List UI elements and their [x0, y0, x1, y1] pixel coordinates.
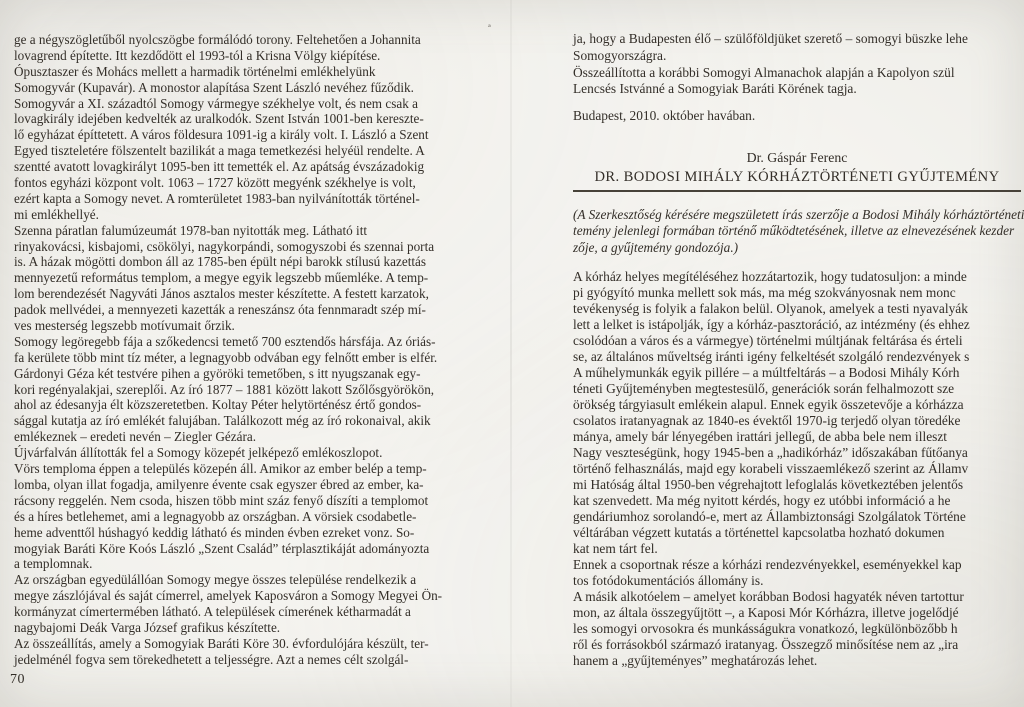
page-gutter-crease: [510, 0, 512, 707]
text-line: A műhelymunkák egyik pillére – a múltfeltárás – a Bodosi Mihály Kórh: [573, 365, 960, 381]
left-page-text: [14, 32, 470, 668]
text-line: hanem a „gyűjteményes” meghatározás lehet.: [573, 653, 818, 669]
text-line: ja, hogy a Budapesten élő – szülőföldjüket szerető – somogyi büszke lehe: [573, 31, 968, 46]
text-line: Szenna páratlan falumúzeumát 1978-ban nyitották meg. Látható itt: [14, 222, 368, 238]
editor-note: [573, 207, 1024, 256]
chapter-author: Dr. Gáspár Ferenc: [746, 150, 848, 166]
text-line: fontos egyházi központ volt. 1063 – 1727 között megyénk székhelye is volt,: [14, 175, 416, 191]
text-line: Somogyvár a XI. századtól Somogy vármegye székhelye volt, és nem csak a: [14, 95, 418, 111]
text-line: nagybajomi Deák Varga József grafikus készítette.: [14, 619, 281, 635]
text-line: Összeállította a korábbi Somogyi Almanachok alapján a Kapolyon szül: [573, 64, 955, 80]
text-line: is. A házak mögötti dombon áll az 1785-ben épült népi barokk stílusú kazettás: [14, 254, 427, 270]
text-line: csolatos iratanyagnak az 1840-es évektől 1970-ig terjedő olyan töredéke: [573, 413, 961, 429]
text-line: Lencsés Istvánné a Somogyiak Baráti Körének tagja.: [573, 81, 857, 97]
text-line: lom berendezését Nagyváti János asztalos mester készítette. A festett karzatok,: [14, 286, 429, 302]
text-line: ves mesterség legszebb motívumait őrzik.: [14, 318, 235, 334]
text-line: Ennek a csoportnak része a kórházi rendezvényekkel, eseményekkel kap: [573, 557, 962, 573]
text-line: Vörs temploma éppen a település közepén áll. Amikor az ember belép a temp-: [14, 461, 427, 477]
ink-speck-icon: ª: [488, 23, 491, 34]
text-line: véltárában végzett kutatás a történettel kapcsolatba hozható dokumen: [573, 525, 945, 541]
text-line: rácsony reggelén. Nem csoda, hiszen több mint száz fenyő díszíti a templomot: [14, 492, 429, 508]
text-line: mennyezetű református templom, a megye egyik legszebb műemléke. A temp-: [14, 270, 429, 286]
text-line: Gárdonyi Géza két testvére pihen a györöki temetőben, s itt nyugszanak egy-: [14, 365, 421, 381]
text-line: temény jelenlegi formában történő működtetésének, illetve az elnevezésének kezder: [573, 223, 1015, 239]
heading-rule: [573, 190, 1021, 192]
text-line: se, az általános műveltség iránti igény felkeltését szolgáló rendezvények s: [573, 349, 970, 365]
text-line: kormányzat címertermében látható. A települések címerének kétharmadát a: [14, 604, 411, 620]
text-line: emlékeznek – eredeti nevén – Ziegler Gézára.: [14, 429, 256, 445]
text-line: (A Szerkesztőség kérésére megszületett írás szerzője a Bodosi Mihály kórháztörténeti: [573, 207, 1024, 223]
text-line: ahol az édesanyja élt közszeretetben. Koltay Péter helytörténész értő gondos-: [14, 397, 422, 413]
text-line: zője, a gyűjtemény gondozója.): [573, 239, 739, 255]
text-line: kat szenvedett. Ma még nyitott kérdés, hogy ez utóbbi információ a he: [573, 493, 951, 509]
text-line: csolódóan a város és a vármegye) történelmi múltjának feltárása és érteli: [573, 333, 963, 349]
text-line: lő egyházat építtetett. A város földesura 1091-ig a király volt. I. László a Szent: [14, 127, 429, 143]
left-page: [14, 32, 470, 668]
right-page: [573, 31, 1024, 669]
text-line: fa kerülete több mint tíz méter, a legnagyobb odvában egy felnőtt ember is elfér.: [14, 349, 438, 365]
text-line: padok mellvédei, a mennyezeti kazetták a reneszánsz óta fennmaradt szép mí-: [14, 302, 426, 318]
text-line: rinyakovácsi, kisbajomi, csökölyi, nagykorpándi, somogyszobi és szennai porta: [14, 238, 435, 254]
text-line: les somogyi orvosokra és munkásságukra vonatkozó, legkülönbözőbb h: [573, 621, 958, 637]
text-line: tos fotódokumentációs állomány is.: [573, 573, 764, 589]
text-line: sággal kutatja az író emlékét falujában. Találkozott még az író rokonaival, akik: [14, 413, 431, 429]
text-line: Újvárfalván állították fel a Somogy közepét jelképező emlékoszlopot.: [14, 445, 383, 461]
text-line: örökség tárgyiasult emlékein alapul. Ennek egyik összetevője a kórházza: [573, 397, 964, 413]
text-line: megye zászlójával és saját címerrel, amelyek Kaposváron a Somogy Megyei Ön-: [14, 588, 443, 604]
text-line: gendáriumhoz sorolandó-e, mert az Állambiztonsági Szolgálatok Történe: [573, 509, 966, 525]
text-line: mon, az általa összegyűjtött –, a Kaposi Mór Kórházra, illetve jogelődjé: [573, 605, 959, 621]
text-line: Ópusztaszer és Mohács mellett a harmadik történelmi emlékhelyünk: [14, 63, 376, 79]
text-line: Nagy veszteségünk, hogy 1945-ben a „hadikórház” időszakában fűtőanya: [573, 445, 968, 461]
date-line: Budapest, 2010. október havában.: [573, 108, 756, 124]
text-line: mánya, amely bár lényegében irattári jellegű, de abba bele nem illeszt: [573, 429, 948, 445]
text-line: jedelménél fogva sem törekedhetett a teljességre. Azt a nemes célt szolgál-: [14, 651, 409, 667]
page-number: 70: [10, 672, 25, 687]
text-line: ezért kapta a Somogy nevet. A romterületet 1983-ban nyilvánították történel-: [14, 190, 420, 206]
text-line: A kórház helyes megítéléséhez hozzátartozik, hogy tudatosuljon: a minde: [573, 269, 967, 285]
chapter-title: DR. BODOSI MIHÁLY KÓRHÁZTÖRTÉNETI GYŰJTEMÉNY: [594, 169, 1000, 186]
text-line: ről és forrásokból származó iratanyag. Összegző minősítése nem az „ira: [573, 637, 959, 653]
text-line: lovagkirály idejében kedvelték az uralkodók. Szent István 1001-ben kereszte-: [14, 111, 424, 127]
text-line: lomba, olyan illat fogadja, amilyenre évente csak egyszer ébred az ember, ka-: [14, 476, 424, 492]
text-line: kori regényalakjai, szereplői. Az író 1877 – 1881 között lakott Szőlősgyörökön,: [14, 381, 435, 397]
text-line: lovagrend építette. Itt kezdődött el 1993-tól a Krisna Völgy kiépítése.: [14, 47, 381, 63]
text-line: mi emlékhellyé.: [14, 206, 99, 222]
text-line: történő felhasználás, majd egy korabeli visszaemlékező szerint az Államv: [573, 461, 969, 477]
text-line: Somogy legöregebb fája a szőkedencsi temető 700 esztendős hársfája. Az óriás-: [14, 333, 436, 349]
text-line: téneti Gyűjteményben megtestesülő, generációk során felhalmozott sze: [573, 381, 955, 397]
text-line: lett a lelket is istápolják, így a kórház-pasztoráció, az intézmény (és ehhez: [573, 317, 970, 333]
text-line: pi gyógyító munka mellett sok más, ma még szokványosnak nem monc: [573, 285, 956, 301]
text-line: mogyiak Baráti Köre Koós László „Szent Család” térplasztikáját adományozta: [14, 540, 430, 556]
text-line: a templomnak.: [14, 556, 93, 572]
right-page-body: [573, 269, 1024, 669]
text-line: Somogyországra.: [573, 47, 667, 63]
text-line: heme adventtől húshagyó keddig látható és minden évben ezreket vonz. So-: [14, 524, 415, 540]
text-line: Egyed tiszteletére fölszentelt bazilikát a maga temetkezési helyéül rendelte. A: [14, 143, 425, 159]
text-line: és a híres betlehemet, ami a legnagyobb az országban. A vörsiek csodabetle-: [14, 508, 417, 524]
text-line: Az összeállítás, amely a Somogyiak Baráti Köre 30. évfordulójára készült, ter-: [14, 635, 429, 651]
text-line: kat nem tárt fel.: [573, 541, 658, 557]
text-line: tevékenység is folyik a falakon belül. Olyanok, amelyek a testi nyavalyák: [573, 301, 968, 317]
text-line: mi Hatóság által 1950-ben végrehajtott lefoglalás következtében jelentős: [573, 477, 964, 493]
text-line: Somogyvár (Kupavár). A monostor alapítása Szent László nevéhez fűződik.: [14, 79, 414, 95]
text-line: szentté avatott lovagkirályt 1095-ben itt temették el. Az apátság évszázadokig: [14, 159, 425, 175]
text-line: A másik alkotóelem – amelyet korábban Bodosi hagyaték néven tartottur: [573, 589, 964, 605]
right-page-intro: [573, 31, 1024, 98]
text-line: ge a négyszögletűből nyolcszögbe formálódó torony. Feltehetően a Johannita: [14, 32, 421, 47]
chapter-heading: [573, 149, 1021, 192]
text-line: Az országban egyedülállóan Somogy megye összes települése rendelkezik a: [14, 572, 417, 588]
